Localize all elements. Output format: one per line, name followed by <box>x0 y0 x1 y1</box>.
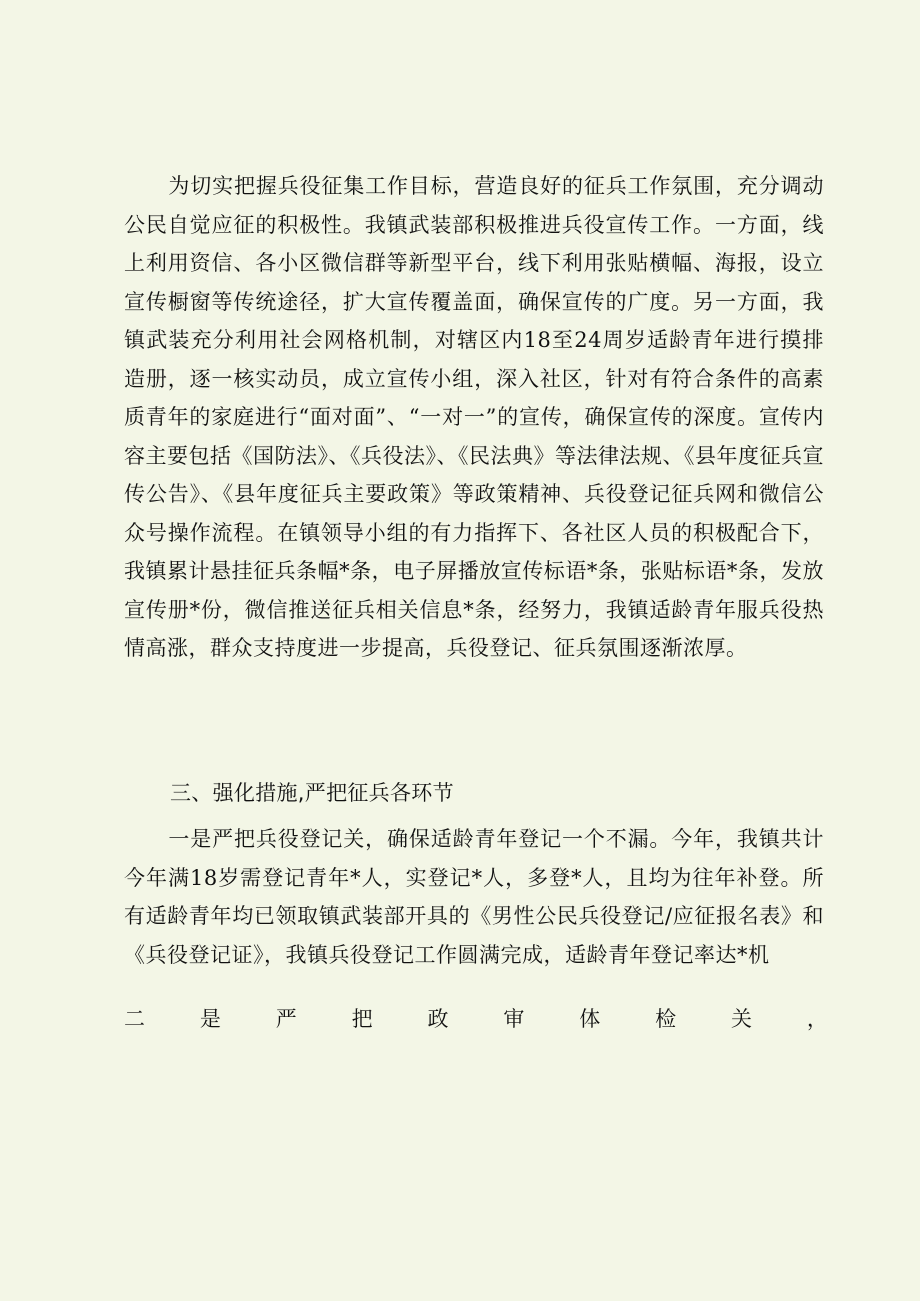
section-heading: 三、强化措施,严把征兵各环节 <box>170 781 454 805</box>
paragraph-text: 为切实把握兵役征集工作目标，营造良好的征兵工作氛围，充分调动公民自觉应征的积极性。我镇武装部积极推进兵役宣传工作。一方面，线上利用资信、各小区微信群等新型平台，线下利用张贴横幅、海报，设立宣传橱窗等传统途径，扩大宣传覆盖面，确保宣传的广度。另一方面，我镇武装充分利用社会网格机制，对辖区内18至24周岁适龄青年进行摸排造册，逐一核实动员，成立宣传小组，深入社区，针对有符合条件的高素质青年的家庭进行“面对面”、“一对一”的宣传，确保宣传的深度。宣传内容主要包括《国防法》、《兵役法》、《民法典》等法律法规、《县年度征兵宣传公告》、《县年度征兵主要政策》等政策精神、兵役登记征兵网和微信公众号操作流程。在镇领导小组的有力指挥下、各社区人员的积极配合下，我镇累计悬挂征兵条幅*条，电子屏播放宣传标语*条，张贴标语*条，发放宣传册*份，微信推送征兵相关信息*条，经努力，我镇适龄青年服兵役热情高涨，群众支持度进一步提高，兵役登记、征兵氛围逐渐浓厚。 <box>124 174 824 660</box>
last-line-char: ， <box>806 1007 828 1031</box>
last-line-char: 政 <box>427 1007 449 1031</box>
spaced-last-line <box>124 1000 828 1039</box>
body-paragraph-registration <box>124 820 824 974</box>
body-paragraph-publicity <box>124 167 824 668</box>
last-line-char: 二 <box>124 1007 145 1031</box>
last-line-char: 审 <box>503 1007 525 1031</box>
paragraph-text: 一是严把兵役登记关，确保适龄青年登记一个不漏。今年，我镇共计今年满18岁需登记青年*人，实登记*人，多登*人，且均为往年补登。所有适龄青年均已领取镇武装部开具的《男性公民兵役登记/应征报名表》和《兵役登记证》，我镇兵役登记工作圆满完成，适龄青年登记率达*机 <box>124 827 824 967</box>
last-line-char: 关 <box>731 1007 752 1031</box>
last-line-char: 体 <box>579 1007 601 1031</box>
last-line-char: 检 <box>655 1007 677 1031</box>
last-line-char: 把 <box>351 1007 373 1031</box>
last-line-char: 是 <box>199 1007 221 1031</box>
last-line-char: 严 <box>275 1007 297 1031</box>
